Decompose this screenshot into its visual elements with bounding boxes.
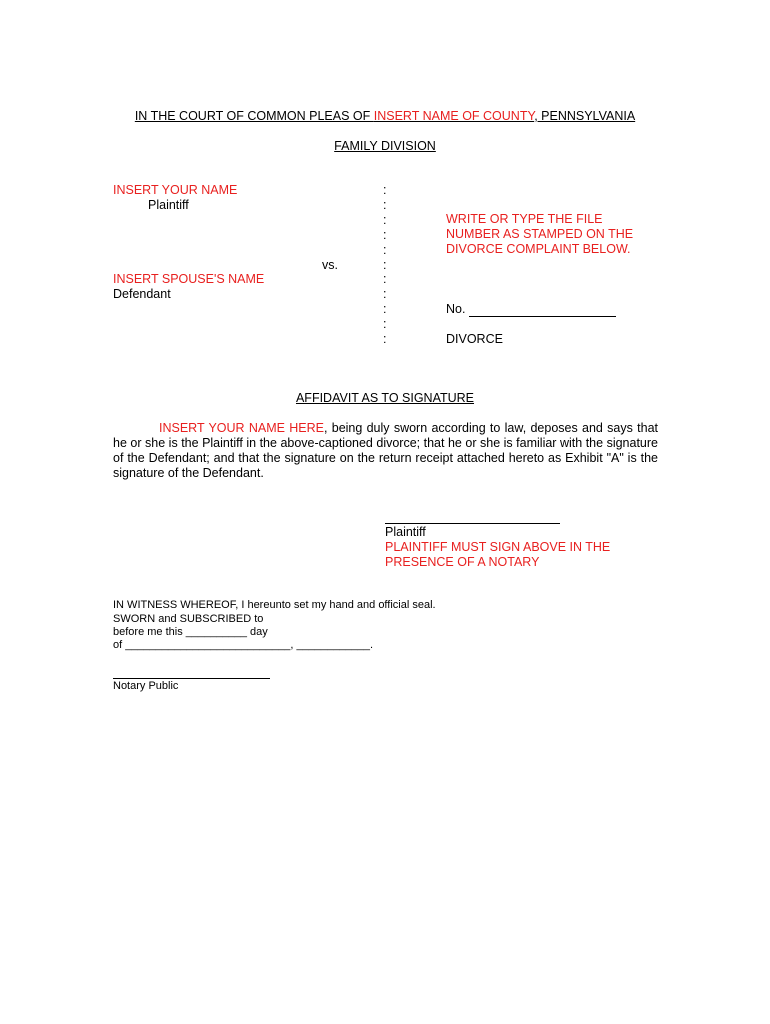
versus-label: vs.: [322, 258, 338, 272]
colon: :: [383, 213, 387, 227]
file-number-label: No.: [446, 302, 466, 316]
signature-note-line-1: PLAINTIFF MUST SIGN ABOVE IN THE: [385, 540, 611, 554]
plaintiff-signature-line[interactable]: [385, 523, 560, 524]
colon: :: [383, 243, 387, 257]
notary-signature-line[interactable]: [113, 678, 270, 679]
colon: :: [383, 228, 387, 242]
file-note-line-3: DIVORCE COMPLAINT BELOW.: [446, 242, 631, 256]
year-blank[interactable]: ____________: [296, 639, 370, 651]
colon: :: [383, 332, 387, 346]
colon: :: [383, 258, 387, 272]
court-heading: [0, 109, 770, 123]
defendant-role: Defendant: [113, 287, 171, 301]
plaintiff-role: Plaintiff: [148, 198, 189, 212]
affidavit-body: [113, 421, 658, 481]
file-note-line-1: WRITE OR TYPE THE FILE: [446, 212, 603, 226]
colon: :: [383, 287, 387, 301]
division-heading: FAMILY DIVISION: [334, 139, 436, 153]
day-blank[interactable]: __________: [185, 626, 247, 638]
signature-note-line-2: PRESENCE OF A NOTARY: [385, 555, 540, 569]
colon: :: [383, 198, 387, 212]
of-line: [113, 639, 373, 651]
sworn-line: SWORN and SUBSCRIBED to: [113, 613, 264, 625]
defendant-name-placeholder: INSERT SPOUSE'S NAME: [113, 272, 265, 286]
of-end: .: [369, 639, 374, 651]
colon: :: [383, 302, 387, 316]
court-prefix: IN THE COURT OF COMMON PLEAS OF: [134, 109, 374, 123]
file-note-line-2: NUMBER AS STAMPED ON THE: [446, 227, 634, 241]
affidavit-text: , being duly sworn according to law, deposes and says that he or she is the Plaintiff in the above-captioned divorce; that he or she is familiar with the signature of the Defendant; and that the signature on the return receipt attached hereto as Exhibit "A" is the signature of the Defendant.: [113, 421, 658, 480]
file-number-blank[interactable]: [469, 316, 616, 317]
case-type: DIVORCE: [446, 332, 503, 346]
notary-label: Notary Public: [113, 680, 179, 692]
colon: :: [383, 317, 387, 331]
month-blank[interactable]: ___________________________: [125, 639, 291, 651]
affidavit-title: AFFIDAVIT AS TO SIGNATURE: [295, 391, 475, 405]
plaintiff-name-placeholder: INSERT YOUR NAME: [113, 183, 238, 197]
court-suffix: , PENNSYLVANIA: [534, 109, 636, 123]
name-placeholder: INSERT YOUR NAME HERE: [159, 421, 324, 435]
before-suffix: day: [246, 626, 268, 638]
county-placeholder: INSERT NAME OF COUNTY: [373, 109, 535, 123]
witness-line: IN WITNESS WHEREOF, I hereunto set my hand and official seal.: [113, 599, 436, 611]
of-prefix: of: [113, 639, 126, 651]
before-prefix: before me this: [113, 626, 186, 638]
signature-label: Plaintiff: [385, 525, 426, 539]
of-separator: ,: [290, 639, 297, 651]
before-me-line: [113, 626, 268, 638]
colon: :: [383, 272, 387, 286]
colon: :: [383, 183, 387, 197]
